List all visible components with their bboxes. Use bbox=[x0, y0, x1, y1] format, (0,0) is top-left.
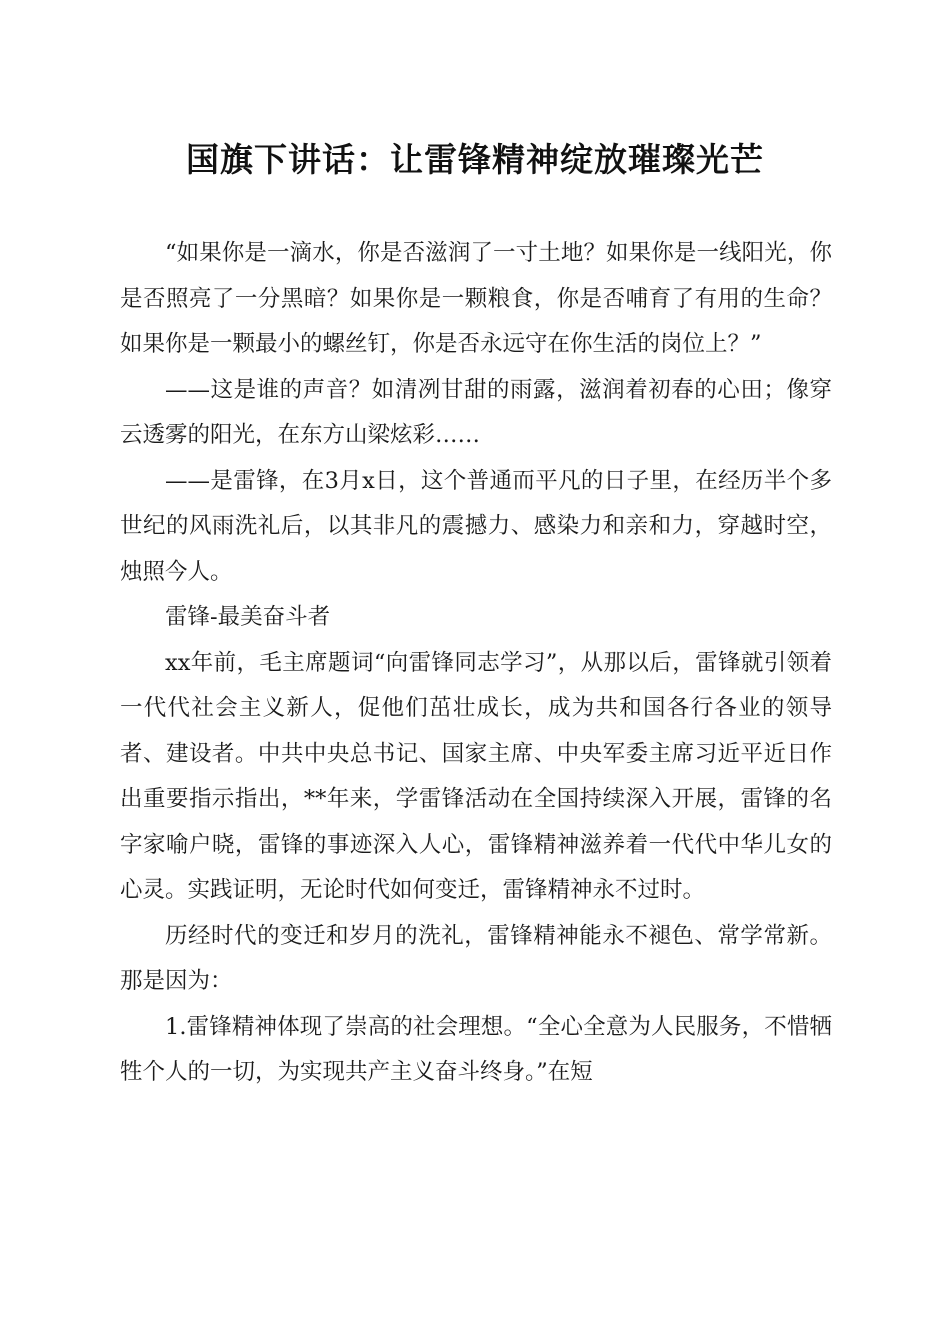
paragraph-whose-voice: ——这是谁的声音？如清冽甘甜的雨露，滋润着初春的心田；像穿云透雾的阳光，在东方山梁炫彩…… bbox=[120, 376, 832, 448]
paragraph-point-1: 1.雷锋精神体现了崇高的社会理想。“全心全意为人民服务，不惜牺牲个人的一切，为实现共产主义奋斗终身。”在短 bbox=[120, 1013, 832, 1085]
section-heading: 雷锋-最美奋斗者 bbox=[165, 604, 331, 630]
paragraph-history: xx年前，毛主席题词“向雷锋同志学习”，从那以后，雷锋就引领着一代代社会主义新人，促他们茁壮成长，成为共和国各行各业的领导者、建设者。中共中央总书记、国家主席、中央军委主席习近平近日作出重要指示指出，**年来，学雷锋活动在全国持续深入开展，雷锋的名字家喻户晓，雷锋的事迹深入人心，雷锋精神滋养着一代代中华儿女的心灵。实践证明，无论时代如何变迁，雷锋精神永不过时。 bbox=[120, 649, 832, 903]
document-body bbox=[120, 231, 832, 1096]
paragraph-lei-feng: ——是雷锋，在3月x日，这个普通而平凡的日子里，在经历半个多世纪的风雨洗礼后，以其非凡的震撼力、感染力和亲和力，穿越时空，烛照今人。 bbox=[120, 467, 832, 585]
paragraph-quote: “如果你是一滴水，你是否滋润了一寸土地？如果你是一线阳光，你是否照亮了一分黑暗？如果你是一颗粮食，你是否哺育了有用的生命？如果你是一颗最小的螺丝钉，你是否永远守在你生活的岗位上？” bbox=[120, 240, 832, 357]
document-title: 国旗下讲话：让雷锋精神绽放璀璨光芒 bbox=[186, 140, 764, 179]
paragraph-reason-intro: 历经时代的变迁和岁月的洗礼，雷锋精神能永不褪色、常学常新。那是因为： bbox=[120, 922, 832, 994]
